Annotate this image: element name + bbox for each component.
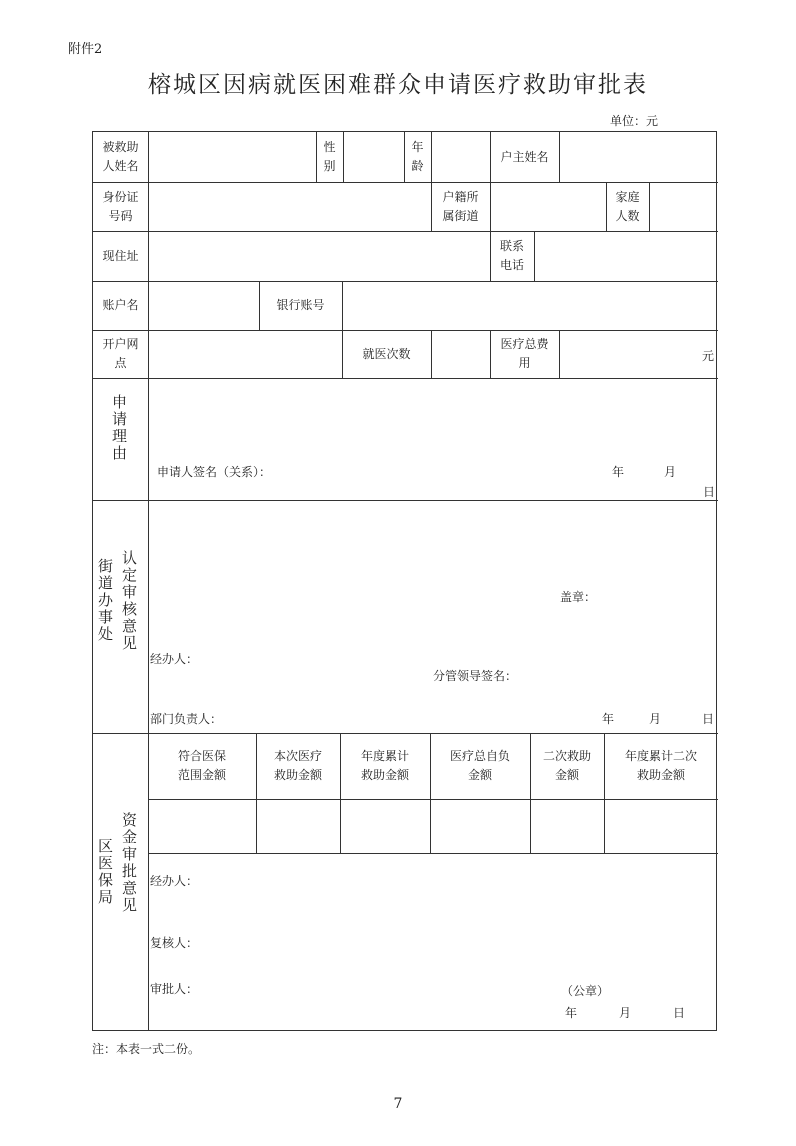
column-header: 年度累计二次 救助金额 bbox=[624, 749, 697, 782]
approval-form-table bbox=[92, 131, 717, 1031]
bureau-year-label: 年 bbox=[565, 1006, 578, 1020]
footnote: 注：本表一式二份。 bbox=[92, 1042, 201, 1056]
bank-account-label: 银行账号 bbox=[276, 298, 325, 312]
household-head-label: 户主姓名 bbox=[500, 149, 549, 164]
medical-bureau-label: 区医保局 bbox=[96, 838, 114, 906]
column-header: 符合医保 范围金额 bbox=[177, 749, 226, 782]
gender-label: 性 别 bbox=[323, 140, 336, 173]
form-title: 榕城区因病就医困难群众申请医疗救助审批表 bbox=[148, 72, 648, 98]
visits-label: 就医次数 bbox=[362, 346, 411, 361]
street-handler-label: 经办人： bbox=[150, 652, 199, 666]
family-size-label: 家庭 人数 bbox=[615, 189, 640, 223]
residence-street-label: 户籍所 属街道 bbox=[442, 189, 479, 223]
reason-year-label: 年 bbox=[612, 465, 625, 479]
bureau-day-label: 日 bbox=[673, 1006, 686, 1020]
bureau-handler-label: 经办人： bbox=[150, 874, 199, 888]
reason-day-label: 日 bbox=[703, 485, 716, 499]
unit-label: 单位：元 bbox=[610, 114, 659, 128]
bureau-approver-label: 审批人： bbox=[150, 982, 199, 996]
total-cost-label: 医疗总费 用 bbox=[500, 337, 549, 370]
column-header: 医疗总自负 金额 bbox=[449, 749, 510, 782]
street-month-label: 月 bbox=[649, 712, 662, 726]
address-label: 现住址 bbox=[102, 248, 139, 263]
official-seal-label: （公章） bbox=[561, 984, 610, 998]
street-review-label: 认定审核意见 bbox=[120, 550, 138, 652]
id-number-label: 身份证 号码 bbox=[102, 189, 139, 223]
yuan-unit: 元 bbox=[702, 349, 715, 363]
dept-head-label: 部门负责人： bbox=[150, 712, 223, 726]
age-label: 年 龄 bbox=[411, 140, 424, 173]
account-name-label: 账户名 bbox=[102, 298, 139, 312]
street-leader-signature-label: 分管领导签名： bbox=[433, 669, 518, 683]
fund-approval-label: 资金审批意见 bbox=[120, 812, 138, 914]
applicant-name-label: 被救助 人姓名 bbox=[102, 140, 139, 173]
reason-section-label: 申请理由 bbox=[110, 394, 128, 462]
attachment-label: 附件2 bbox=[68, 42, 103, 57]
street-office-label: 街道办事处 bbox=[96, 558, 114, 643]
page-number: 7 bbox=[393, 1096, 403, 1112]
street-year-label: 年 bbox=[602, 712, 615, 726]
bank-branch-label: 开户网 点 bbox=[102, 337, 139, 370]
bureau-month-label: 月 bbox=[619, 1006, 632, 1020]
phone-label: 联系 电话 bbox=[499, 239, 524, 272]
column-header: 年度累计 救助金额 bbox=[360, 749, 409, 782]
column-header: 二次救助 金额 bbox=[542, 749, 591, 782]
column-header: 本次医疗 救助金额 bbox=[273, 749, 322, 782]
bureau-reviewer-label: 复核人： bbox=[150, 936, 199, 950]
reason-month-label: 月 bbox=[664, 465, 677, 479]
applicant-signature-label: 申请人签名（关系）： bbox=[157, 465, 272, 479]
street-day-label: 日 bbox=[702, 712, 715, 726]
street-seal-label: 盖章： bbox=[560, 590, 597, 604]
